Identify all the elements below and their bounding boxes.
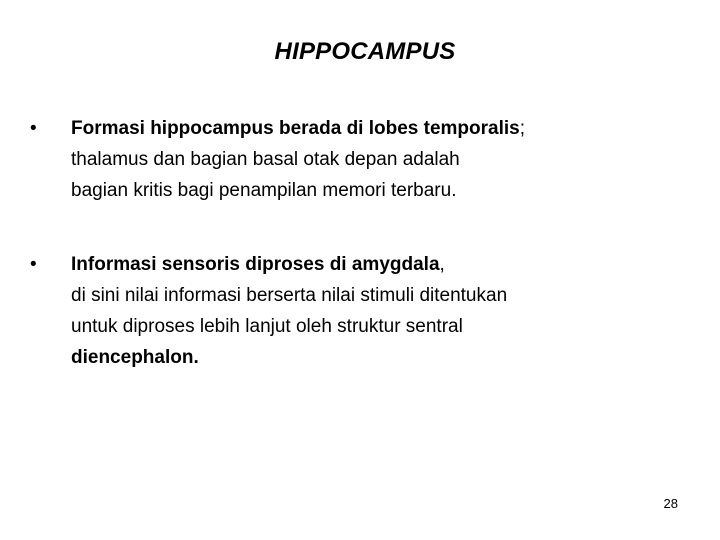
plain-text: , [439,254,445,275]
bullet-symbol: • [30,118,37,139]
bullet-line: thalamus dan bagian basal otak depan adalah [71,149,460,170]
slide-title: HIPPOCAMPUS [274,38,456,65]
bullet-line: bagian kritis bagi penampilan memori terbaru. [71,180,457,201]
bullet-line: diencephalon. [71,347,199,368]
bullet-item-hippocampus [30,113,690,206]
bold-text: Informasi sensoris diproses di amygdala [71,254,440,275]
bullet-item-amygdala [30,249,690,373]
bullet-symbol: • [30,254,37,275]
bullet-line: untuk diproses lebih lanjut oleh struktur sentral [71,316,463,337]
plain-text: ; [519,118,525,139]
page-number: 28 [663,496,678,511]
bullet-list [30,113,690,373]
bullet-line: di sini nilai informasi berserta nilai stimuli ditentukan [71,285,508,306]
bullet-line [71,249,690,280]
bullet-line [71,113,690,144]
bold-text: Formasi hippocampus berada di lobes temporalis [71,118,520,139]
